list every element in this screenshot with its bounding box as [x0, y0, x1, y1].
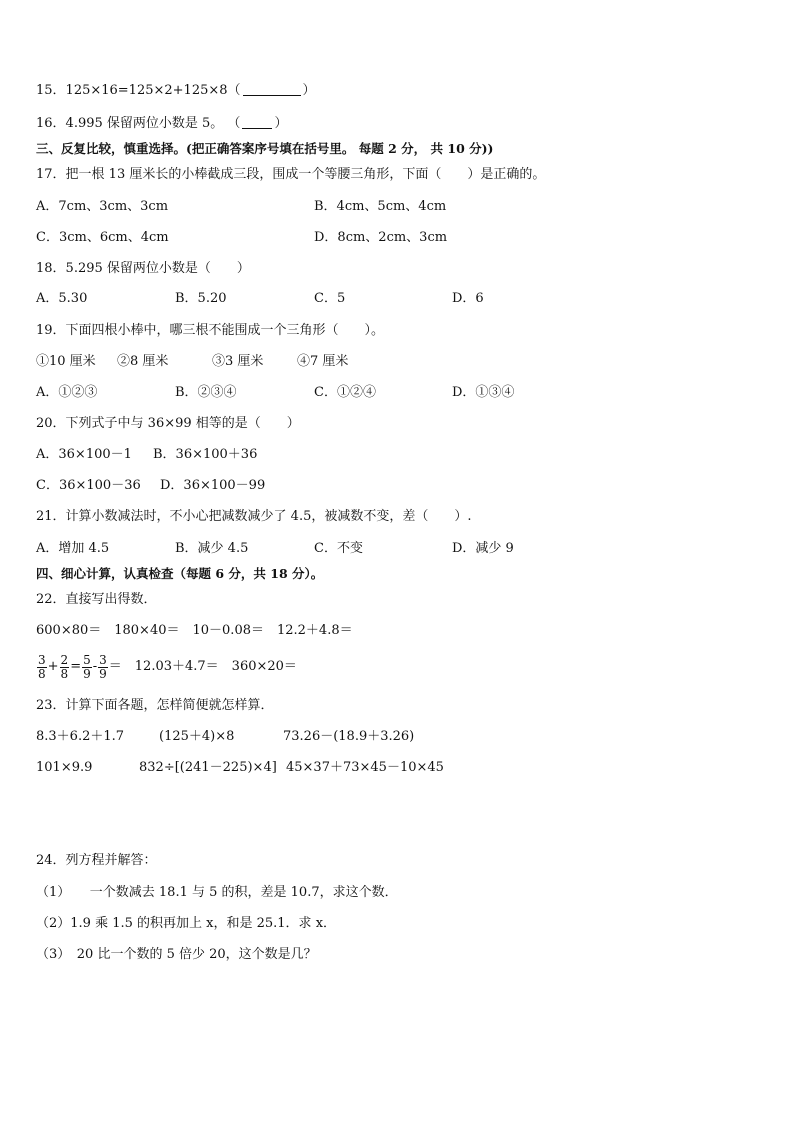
stick-item: ④7 厘米: [297, 354, 349, 369]
expression: 8.3＋6.2＋1.7: [36, 729, 125, 744]
option-d: D．减少 9: [452, 541, 514, 556]
stick-item: ①10 厘米: [36, 354, 96, 369]
sub-question-3: （3） 20 比一个数的 5 倍少 20，这个数是几？: [36, 947, 317, 962]
stick-item: ②8 厘米: [117, 354, 169, 369]
section-heading-3: 三、反复比较，慎重选择。(把正确答案序号填在括号里。 每题 2 分， 共 10 分)): [36, 141, 494, 156]
expression: 832÷[(241－225)×4]: [139, 760, 277, 775]
question-24: 24．列方程并解答：: [36, 853, 157, 868]
question-17: 17．把一根 13 厘米长的小棒截成三段，围成一个等腰三角形，下面（ ）是正确的。: [36, 167, 546, 182]
sub-question-1: （1） 一个数减去 18.1 与 5 的积，差是 10.7，求这个数．: [36, 885, 398, 900]
stick-item: ③3 厘米: [212, 354, 264, 369]
expression: 73.26－(18.9＋3.26): [283, 729, 415, 744]
option-b: B．②③④: [175, 385, 237, 400]
question-20: 20．下列式子中与 36×99 相等的是（ ）: [36, 416, 300, 431]
option-a: A．7cm、3cm、3cm: [36, 199, 169, 214]
expression: (125＋4)×8: [159, 729, 235, 744]
option-a: A．增加 4.5: [36, 541, 110, 556]
option-c: C．36×100－36: [36, 478, 141, 493]
fraction: $\frac{3}{9}$: [99, 652, 107, 681]
option-c: C．3cm、6cm、4cm: [36, 230, 169, 245]
option-d: D．8cm、2cm、3cm: [314, 230, 448, 245]
question-19: 19．下面四根小棒中，哪三根不能围成一个三角形（ ）。: [36, 323, 385, 338]
option-b: B．5.20: [175, 291, 227, 306]
question-23: 23．计算下面各题，怎样简便就怎样算．: [36, 698, 274, 713]
option-a: A．①②③: [36, 385, 98, 400]
fraction: $\frac{2}{8}$: [60, 652, 69, 681]
question-22: 22．直接写出得数．: [36, 592, 157, 607]
option-a: A．5.30: [36, 291, 88, 306]
option-b: B．4cm、5cm、4cm: [314, 199, 447, 214]
calc-row-1: 600×80＝ 180×40＝ 10－0.08＝ 12.2＋4.8＝: [36, 623, 353, 638]
option-b: B．36×100＋36: [153, 447, 258, 462]
sub-question-2: （2）1.9 乘 1.5 的积再加上 x，和是 25.1．求 x．: [36, 916, 337, 931]
calc-row-2: $\frac{3}{8}$ + $\frac{2}{8}$ = $\frac{5}{9}$ - $\frac{3}{9}$ ＝ 12.03＋4.7＝ 360×20＝: [38, 652, 297, 681]
option-d: D．①③④: [452, 385, 515, 400]
option-b: B．减少 4.5: [175, 541, 249, 556]
option-d: D．36×100－99: [160, 478, 266, 493]
question-16: 16．4.995 保留两位小数是 5。 （ ）: [36, 116, 288, 131]
option-c: C．5: [314, 291, 346, 306]
option-c: C．①②④: [314, 385, 376, 400]
option-c: C．不变: [314, 541, 363, 556]
answer-blank[interactable]: [243, 83, 301, 96]
answer-blank[interactable]: [242, 116, 272, 129]
option-d: D．6: [452, 291, 484, 306]
section-heading-4: 四、细心计算，认真检查（每题 6 分，共 18 分）。: [36, 566, 324, 581]
option-a: A．36×100－1: [36, 447, 132, 462]
expression: 45×37＋73×45－10×45: [286, 760, 444, 775]
question-21: 21．计算小数减法时，不小心把减数减少了 4.5，被减数不变，差（ ）.: [36, 509, 472, 524]
question-18: 18．5.295 保留两位小数是（ ）: [36, 261, 250, 276]
expression: 101×9.9: [36, 760, 93, 775]
question-15: 15．125×16=125×2+125×8（ ）: [36, 83, 316, 98]
fraction: $\frac{5}{9}$: [83, 652, 91, 681]
fraction: $\frac{3}{8}$: [38, 652, 46, 681]
